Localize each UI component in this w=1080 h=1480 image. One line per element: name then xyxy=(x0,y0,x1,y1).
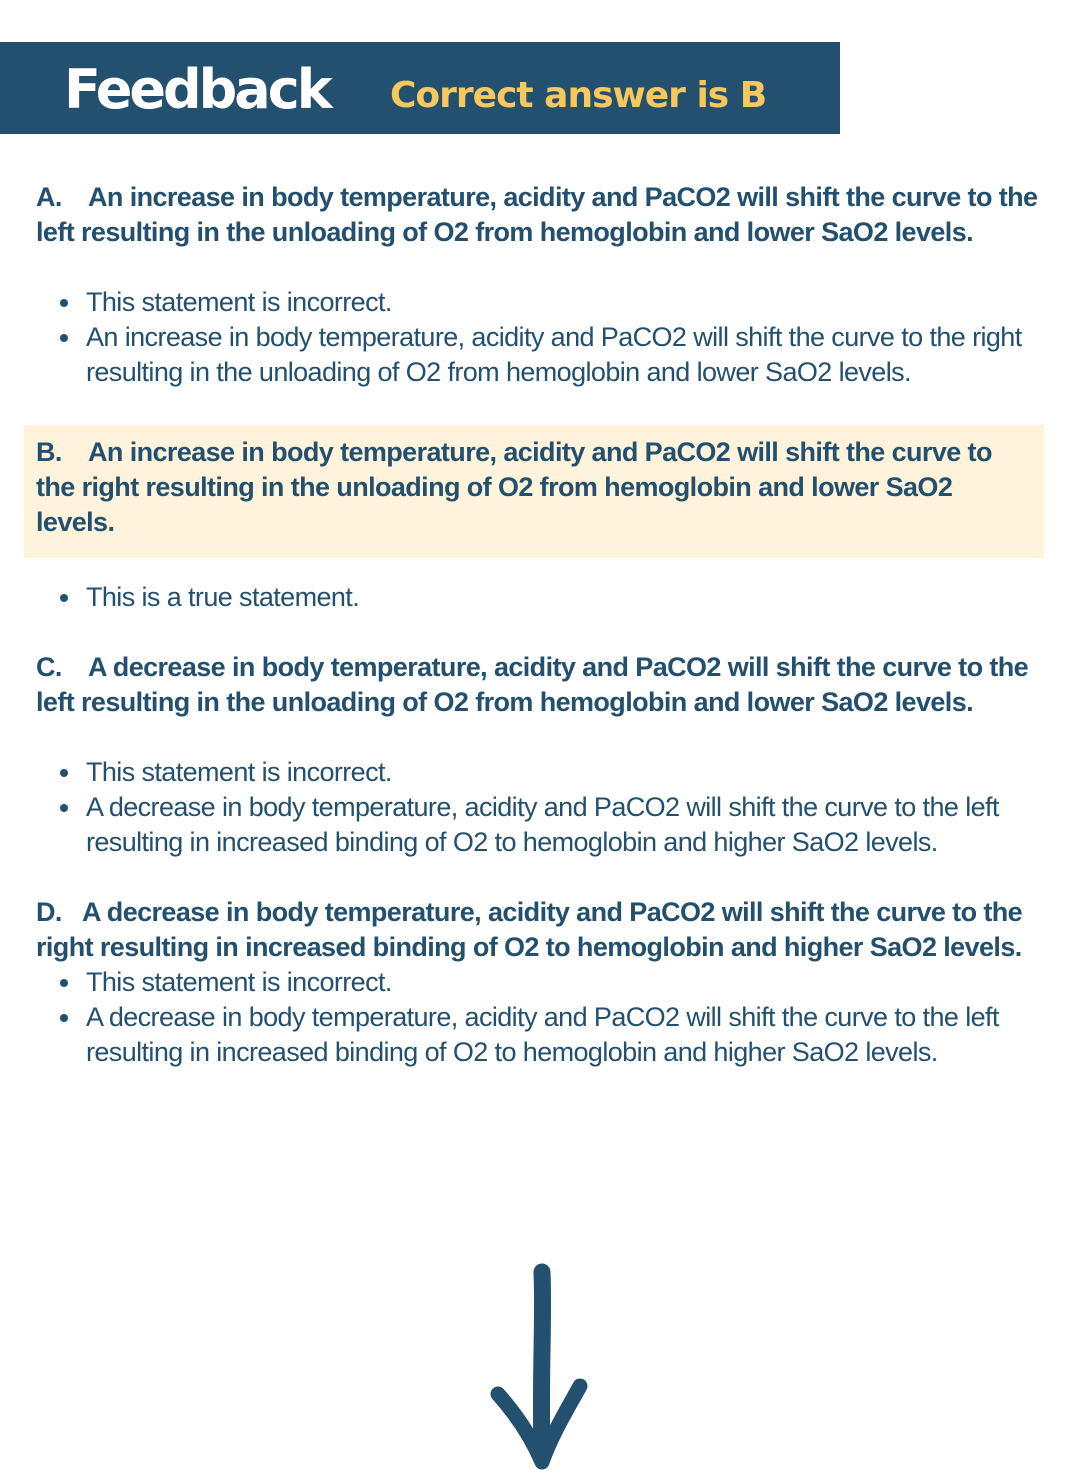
list-item: A decrease in body temperature, acidity and PaCO2 will shift the curve to the left resulting in increased binding of O2 to hemoglobin and higher SaO2 levels. xyxy=(36,1000,1051,1070)
list-item: A decrease in body temperature, acidity and PaCO2 will shift the curve to the left resulting in increased binding of O2 to hemoglobin and higher SaO2 levels. xyxy=(36,790,1051,860)
option-c-feedback-list xyxy=(36,755,1051,860)
option-letter: A. xyxy=(36,182,62,212)
down-arrow-icon xyxy=(480,1262,600,1480)
option-a-question xyxy=(36,180,1051,250)
list-item: This is a true statement. xyxy=(36,580,1051,615)
page-title: Feedback xyxy=(64,58,330,121)
option-letter: B. xyxy=(36,437,62,467)
list-item: This statement is incorrect. xyxy=(36,285,1051,320)
option-b-question xyxy=(24,425,1044,558)
option-text: A decrease in body temperature, acidity and PaCO2 will shift the curve to the right resulting in increased binding of O2 to hemoglobin and higher SaO2 levels. xyxy=(36,897,1023,962)
option-b-feedback-list xyxy=(36,580,1051,615)
correct-answer-label: Correct answer is B xyxy=(390,75,767,116)
option-text: An increase in body temperature, acidity and PaCO2 will shift the curve to the right resulting in the unloading of O2 from hemoglobin and lower SaO2 levels. xyxy=(36,437,992,537)
option-a-feedback-list xyxy=(36,285,1051,390)
option-a xyxy=(36,180,1051,390)
option-d-feedback-list xyxy=(36,965,1051,1070)
option-text: A decrease in body temperature, acidity and PaCO2 will shift the curve to the left resulting in the unloading of O2 from hemoglobin and lower SaO2 levels. xyxy=(36,652,1029,717)
option-text: An increase in body temperature, acidity and PaCO2 will shift the curve to the left resulting in the unloading of O2 from hemoglobin and lower SaO2 levels. xyxy=(36,182,1038,247)
list-item: This statement is incorrect. xyxy=(36,965,1051,1000)
feedback-content xyxy=(36,180,1051,1070)
option-b xyxy=(36,425,1051,615)
list-item: An increase in body temperature, acidity and PaCO2 will shift the curve to the right resulting in the unloading of O2 from hemoglobin and lower SaO2 levels. xyxy=(36,320,1051,390)
list-item: This statement is incorrect. xyxy=(36,755,1051,790)
option-c-question xyxy=(36,650,1051,720)
option-d xyxy=(36,895,1051,1070)
option-d-question xyxy=(36,895,1051,965)
option-letter: C. xyxy=(36,652,62,682)
option-letter: D. xyxy=(36,897,62,927)
option-c xyxy=(36,650,1051,860)
